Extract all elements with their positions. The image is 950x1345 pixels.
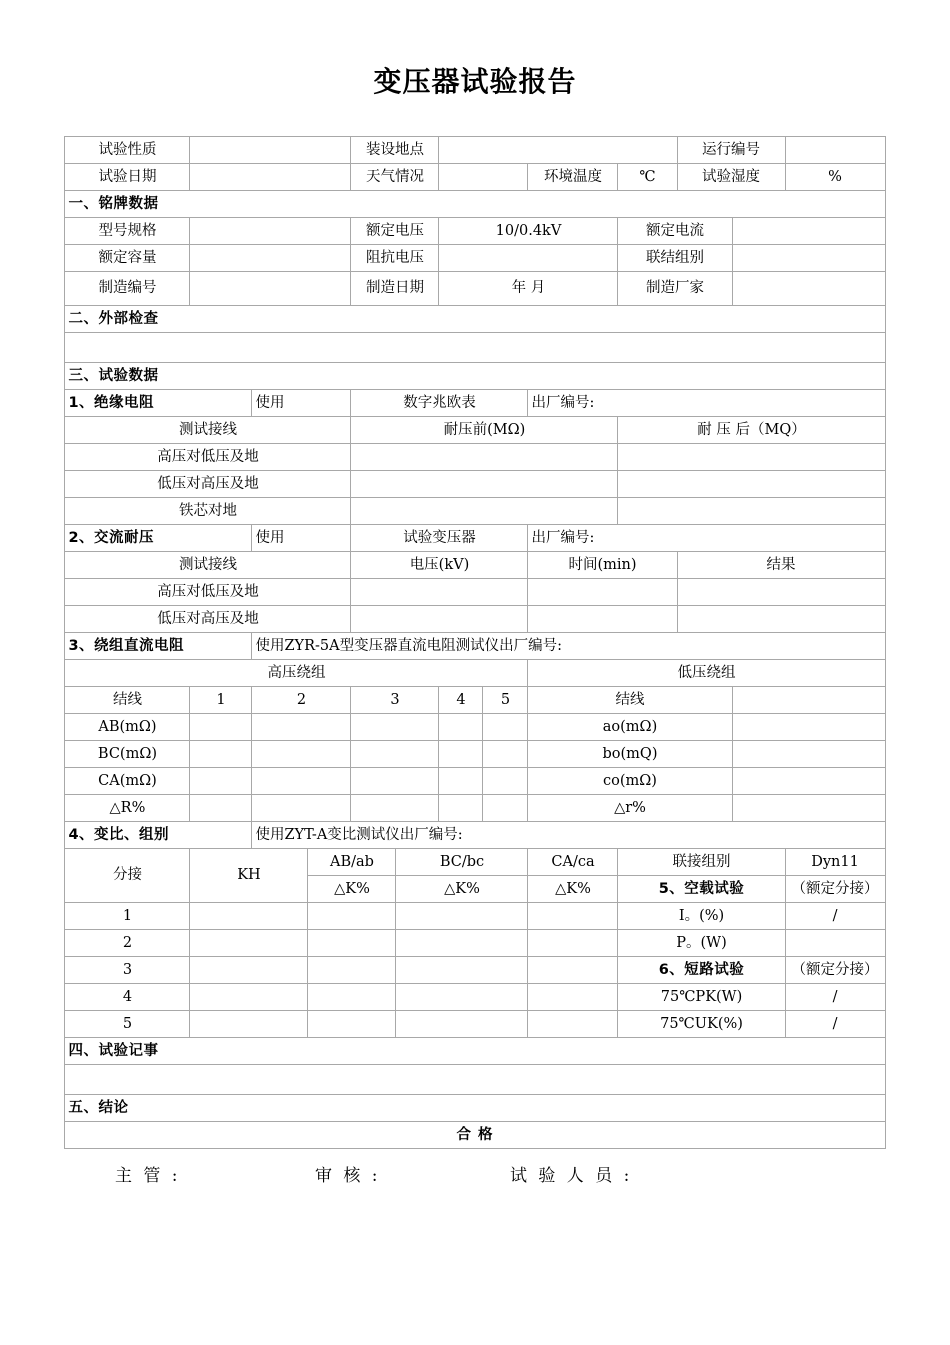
insulation-before-1[interactable] bbox=[351, 471, 618, 498]
ratio-kh-2[interactable] bbox=[190, 957, 308, 984]
ratio-ab-4[interactable] bbox=[308, 1011, 396, 1038]
rated-current-value[interactable] bbox=[732, 218, 885, 245]
table-row-insulation-2 bbox=[65, 498, 885, 525]
dcres-tap-5: 5 bbox=[483, 687, 528, 714]
manufacturer-value[interactable] bbox=[732, 272, 885, 306]
ratio-ab-0[interactable] bbox=[308, 903, 396, 930]
dcres-hv-v2-3[interactable] bbox=[439, 768, 483, 795]
dcres-title: 3、绕组直流电阻 bbox=[65, 633, 252, 660]
operation-no-value[interactable] bbox=[785, 137, 885, 164]
insulation-before-0[interactable] bbox=[351, 444, 618, 471]
withstand-use-label: 使用 bbox=[252, 525, 351, 552]
withstand-serial-label[interactable]: 出厂编号: bbox=[528, 525, 885, 552]
ambient-temp-unit[interactable]: ℃ bbox=[618, 164, 677, 191]
ratio-bc-3[interactable] bbox=[396, 984, 528, 1011]
dcres-lv-value-header bbox=[732, 687, 885, 714]
table-row-insulation-header bbox=[65, 417, 885, 444]
test-date-value[interactable] bbox=[190, 164, 351, 191]
insulation-after-2[interactable] bbox=[618, 498, 885, 525]
humidity-label: 试验湿度 bbox=[677, 164, 785, 191]
dcres-hv-v2-0[interactable] bbox=[190, 768, 252, 795]
ratio-ca-0[interactable] bbox=[528, 903, 618, 930]
withstand-col-time: 时间(min) bbox=[528, 552, 677, 579]
ratio-kh-3[interactable] bbox=[190, 984, 308, 1011]
weather-value[interactable] bbox=[439, 164, 528, 191]
ratio-ca-3[interactable] bbox=[528, 984, 618, 1011]
humidity-unit[interactable]: % bbox=[785, 164, 885, 191]
short-circuit-label-1: 75℃UK(%) bbox=[618, 1011, 785, 1038]
withstand-col-voltage: 电压(kV) bbox=[351, 552, 528, 579]
install-site-value[interactable] bbox=[439, 137, 677, 164]
model-label: 型号规格 bbox=[65, 218, 190, 245]
ambient-temp-label: 环境温度 bbox=[528, 164, 618, 191]
table-row-withstand-header bbox=[65, 552, 885, 579]
weather-label: 天气情况 bbox=[351, 164, 439, 191]
insulation-col-wiring: 测试接线 bbox=[65, 417, 351, 444]
table-row-serial bbox=[65, 272, 885, 306]
no-load-title: 5、空载试验 bbox=[618, 876, 785, 903]
insulation-col-after: 耐 压 后（MQ） bbox=[618, 417, 885, 444]
rated-voltage-value[interactable]: 10/0.4kV bbox=[439, 218, 618, 245]
insulation-col-before: 耐压前(MΩ) bbox=[351, 417, 618, 444]
vector-group-label: 联结组别 bbox=[618, 245, 732, 272]
no-load-label-0: I。(%) bbox=[618, 903, 785, 930]
dcres-hv-v3-4[interactable] bbox=[483, 795, 528, 822]
insulation-serial-label[interactable]: 出厂编号: bbox=[528, 390, 885, 417]
insulation-use-label: 使用 bbox=[252, 390, 351, 417]
table-row-dcres-0 bbox=[65, 714, 885, 741]
operation-no-label: 运行编号 bbox=[677, 137, 785, 164]
insulation-before-2[interactable] bbox=[351, 498, 618, 525]
dcres-hv-v0-1[interactable] bbox=[252, 714, 351, 741]
table-row-withstand-title bbox=[65, 525, 885, 552]
ratio-ca-1[interactable] bbox=[528, 930, 618, 957]
withstand-instrument: 试验变压器 bbox=[351, 525, 528, 552]
ratio-bc-1[interactable] bbox=[396, 930, 528, 957]
dcres-lv-value-3[interactable] bbox=[732, 795, 885, 822]
insulation-after-0[interactable] bbox=[618, 444, 885, 471]
model-value[interactable] bbox=[190, 218, 351, 245]
no-load-condition: （额定分接） bbox=[785, 876, 885, 903]
rated-capacity-value[interactable] bbox=[190, 245, 351, 272]
withstand-result-1[interactable] bbox=[677, 606, 885, 633]
rated-voltage-label: 额定电压 bbox=[351, 218, 439, 245]
dcres-hv-v2-2[interactable] bbox=[351, 768, 439, 795]
ratio-kh-1[interactable] bbox=[190, 930, 308, 957]
dcres-tap-4: 4 bbox=[439, 687, 483, 714]
dcres-tap-1: 1 bbox=[190, 687, 252, 714]
reviewer-signature-label[interactable]: 审 核 : bbox=[315, 1166, 381, 1186]
table-row-test-date bbox=[65, 164, 885, 191]
dcres-hv-v1-3[interactable] bbox=[439, 741, 483, 768]
table-row-insulation-1 bbox=[65, 471, 885, 498]
dcres-instrument-line[interactable]: 使用ZYR-5A型变压器直流电阻测试仪出厂编号: bbox=[252, 633, 885, 660]
section2-note[interactable] bbox=[65, 333, 885, 363]
table-row-test-nature bbox=[65, 137, 885, 164]
conclusion-value[interactable]: 合 格 bbox=[65, 1122, 885, 1149]
ratio-tap-4: 5 bbox=[65, 1011, 190, 1038]
table-row-dcres-groups bbox=[65, 660, 885, 687]
ratio-dk-bc: △K% bbox=[396, 876, 528, 903]
table-row-section3-heading bbox=[65, 363, 885, 390]
withstand-time-0[interactable] bbox=[528, 579, 677, 606]
no-load-label-1: P。(W) bbox=[618, 930, 785, 957]
signature-row bbox=[65, 1161, 885, 1186]
dcres-hv-v0-0[interactable] bbox=[190, 714, 252, 741]
table-row-dcres-2 bbox=[65, 768, 885, 795]
table-row-section1-heading bbox=[65, 191, 885, 218]
rated-capacity-label: 额定容量 bbox=[65, 245, 190, 272]
table-row-ratio-1 bbox=[65, 903, 885, 930]
install-site-label: 装设地点 bbox=[351, 137, 439, 164]
ratio-tap-label: 分接 bbox=[65, 849, 190, 903]
table-row-ratio-3 bbox=[65, 957, 885, 984]
section4-note[interactable] bbox=[65, 1065, 885, 1095]
dcres-lv-group: 低压绕组 bbox=[528, 660, 885, 687]
table-row-ratio-2 bbox=[65, 930, 885, 957]
table-row-ratio-header-1 bbox=[65, 849, 885, 876]
ratio-tap-3: 4 bbox=[65, 984, 190, 1011]
supervisor-signature-label[interactable]: 主 管 : bbox=[115, 1166, 181, 1186]
withstand-time-1[interactable] bbox=[528, 606, 677, 633]
ratio-vector-group-value: Dyn11 bbox=[785, 849, 885, 876]
dcres-hv-label-3: △R% bbox=[65, 795, 190, 822]
dcres-lv-label-1: bo(mQ) bbox=[528, 741, 732, 768]
ratio-vector-group-label: 联接组别 bbox=[618, 849, 785, 876]
short-circuit-title: 6、短路试验 bbox=[618, 957, 785, 984]
dcres-hv-v1-1[interactable] bbox=[252, 741, 351, 768]
insulation-instrument: 数字兆欧表 bbox=[351, 390, 528, 417]
table-row-withstand-1 bbox=[65, 606, 885, 633]
ratio-kh-0[interactable] bbox=[190, 903, 308, 930]
short-circuit-label-0: 75℃PK(W) bbox=[618, 984, 785, 1011]
dcres-hv-v2-4[interactable] bbox=[483, 768, 528, 795]
vector-group-value[interactable] bbox=[732, 245, 885, 272]
dcres-tap-3: 3 bbox=[351, 687, 439, 714]
no-load-value-0[interactable]: / bbox=[785, 903, 885, 930]
table-row-dcres-1 bbox=[65, 741, 885, 768]
ratio-bc-4[interactable] bbox=[396, 1011, 528, 1038]
dcres-hv-label-0: AB(mΩ) bbox=[65, 714, 190, 741]
insulation-wiring-1: 低压对高压及地 bbox=[65, 471, 351, 498]
withstand-voltage-1[interactable] bbox=[351, 606, 528, 633]
ratio-ab-3[interactable] bbox=[308, 984, 396, 1011]
ratio-kh-4[interactable] bbox=[190, 1011, 308, 1038]
serial-no-label: 制造编号 bbox=[65, 272, 190, 306]
section4-heading: 四、试验记事 bbox=[65, 1038, 885, 1065]
insulation-wiring-2: 铁芯对地 bbox=[65, 498, 351, 525]
dcres-hv-v1-0[interactable] bbox=[190, 741, 252, 768]
dcres-hv-v3-3[interactable] bbox=[439, 795, 483, 822]
impedance-voltage-value[interactable] bbox=[439, 245, 618, 272]
test-nature-value[interactable] bbox=[190, 137, 351, 164]
impedance-voltage-label: 阻抗电压 bbox=[351, 245, 439, 272]
table-row-model bbox=[65, 218, 885, 245]
rated-current-label: 额定电流 bbox=[618, 218, 732, 245]
section2-heading: 二、外部检查 bbox=[65, 306, 885, 333]
ratio-tap-2: 3 bbox=[65, 957, 190, 984]
page-title: 变压器试验报告 bbox=[373, 65, 577, 98]
insulation-title: 1、绝缘电阻 bbox=[65, 390, 252, 417]
dcres-hv-label-2: CA(mΩ) bbox=[65, 768, 190, 795]
insulation-wiring-0: 高压对低压及地 bbox=[65, 444, 351, 471]
table-row-conclusion bbox=[65, 1122, 885, 1149]
manufacturer-label: 制造厂家 bbox=[618, 272, 732, 306]
short-circuit-value-0[interactable]: / bbox=[785, 984, 885, 1011]
table-row-ratio-4 bbox=[65, 984, 885, 1011]
table-row-withstand-0 bbox=[65, 579, 885, 606]
dcres-lv-label-0: ao(mΩ) bbox=[528, 714, 732, 741]
table-row-section4-heading bbox=[65, 1038, 885, 1065]
dcres-hv-v0-3[interactable] bbox=[439, 714, 483, 741]
table-row-section4-note bbox=[65, 1065, 885, 1095]
dcres-hv-label-1: BC(mΩ) bbox=[65, 741, 190, 768]
dcres-hv-v1-4[interactable] bbox=[483, 741, 528, 768]
dcres-lv-label-3: △r% bbox=[528, 795, 732, 822]
short-circuit-condition: （额定分接） bbox=[785, 957, 885, 984]
table-row-section5-heading bbox=[65, 1095, 885, 1122]
ratio-ab-2[interactable] bbox=[308, 957, 396, 984]
ratio-dk-ab: △K% bbox=[308, 876, 396, 903]
ratio-bc-0[interactable] bbox=[396, 903, 528, 930]
ratio-tap-1: 2 bbox=[65, 930, 190, 957]
withstand-wiring-0: 高压对低压及地 bbox=[65, 579, 351, 606]
ratio-col-bc: BC/bc bbox=[396, 849, 528, 876]
ratio-tap-0: 1 bbox=[65, 903, 190, 930]
table-row-section2-note bbox=[65, 333, 885, 363]
ratio-col-ab: AB/ab bbox=[308, 849, 396, 876]
dcres-hv-v3-0[interactable] bbox=[190, 795, 252, 822]
dcres-tap-2: 2 bbox=[252, 687, 351, 714]
table-row-insulation-0 bbox=[65, 444, 885, 471]
ratio-ca-4[interactable] bbox=[528, 1011, 618, 1038]
table-row-dcres-title bbox=[65, 633, 885, 660]
ratio-col-ca: CA/ca bbox=[528, 849, 618, 876]
dcres-lv-label-2: co(mΩ) bbox=[528, 768, 732, 795]
withstand-wiring-1: 低压对高压及地 bbox=[65, 606, 351, 633]
ratio-kh-label: KH bbox=[190, 849, 308, 903]
ratio-ab-1[interactable] bbox=[308, 930, 396, 957]
ratio-bc-2[interactable] bbox=[396, 957, 528, 984]
table-row-dcres-3 bbox=[65, 795, 885, 822]
no-load-value-1[interactable] bbox=[785, 930, 885, 957]
dcres-lv-value-1[interactable] bbox=[732, 741, 885, 768]
test-date-label: 试验日期 bbox=[65, 164, 190, 191]
ratio-dk-ca: △K% bbox=[528, 876, 618, 903]
withstand-voltage-0[interactable] bbox=[351, 579, 528, 606]
withstand-result-0[interactable] bbox=[677, 579, 885, 606]
dcres-hv-v0-4[interactable] bbox=[483, 714, 528, 741]
section1-heading: 一、铭牌数据 bbox=[65, 191, 885, 218]
insulation-after-1[interactable] bbox=[618, 471, 885, 498]
dcres-hv-v0-2[interactable] bbox=[351, 714, 439, 741]
withstand-title: 2、交流耐压 bbox=[65, 525, 252, 552]
dcres-hv-v2-1[interactable] bbox=[252, 768, 351, 795]
manufacture-date-value[interactable]: 年 月 bbox=[439, 272, 618, 306]
table-row-ratio-5 bbox=[65, 1011, 885, 1038]
dcres-hv-v1-2[interactable] bbox=[351, 741, 439, 768]
dcres-lv-value-0[interactable] bbox=[732, 714, 885, 741]
dcres-hv-v3-1[interactable] bbox=[252, 795, 351, 822]
table-row-ratio-title bbox=[65, 822, 885, 849]
withstand-col-wiring: 测试接线 bbox=[65, 552, 351, 579]
dcres-hv-group: 高压绕组 bbox=[65, 660, 528, 687]
dcres-lv-wiring-label: 结线 bbox=[528, 687, 732, 714]
ratio-ca-2[interactable] bbox=[528, 957, 618, 984]
table-row-insulation-title bbox=[65, 390, 885, 417]
short-circuit-value-1[interactable]: / bbox=[785, 1011, 885, 1038]
section3-heading: 三、试验数据 bbox=[65, 363, 885, 390]
ratio-instrument-line[interactable]: 使用ZYT-A变比测试仪出厂编号: bbox=[252, 822, 885, 849]
ratio-title: 4、变比、组别 bbox=[65, 822, 252, 849]
dcres-hv-wiring-label: 结线 bbox=[65, 687, 190, 714]
dcres-lv-value-2[interactable] bbox=[732, 768, 885, 795]
report-table bbox=[64, 136, 885, 1149]
table-row-dcres-header bbox=[65, 687, 885, 714]
tester-signature-label[interactable]: 试 验 人 员 : bbox=[510, 1166, 633, 1186]
withstand-col-result: 结果 bbox=[677, 552, 885, 579]
test-nature-label: 试验性质 bbox=[65, 137, 190, 164]
dcres-hv-v3-2[interactable] bbox=[351, 795, 439, 822]
table-row-section2-heading bbox=[65, 306, 885, 333]
serial-no-value[interactable] bbox=[190, 272, 351, 306]
manufacture-date-label: 制造日期 bbox=[351, 272, 439, 306]
section5-heading: 五、结论 bbox=[65, 1095, 885, 1122]
table-row-capacity bbox=[65, 245, 885, 272]
